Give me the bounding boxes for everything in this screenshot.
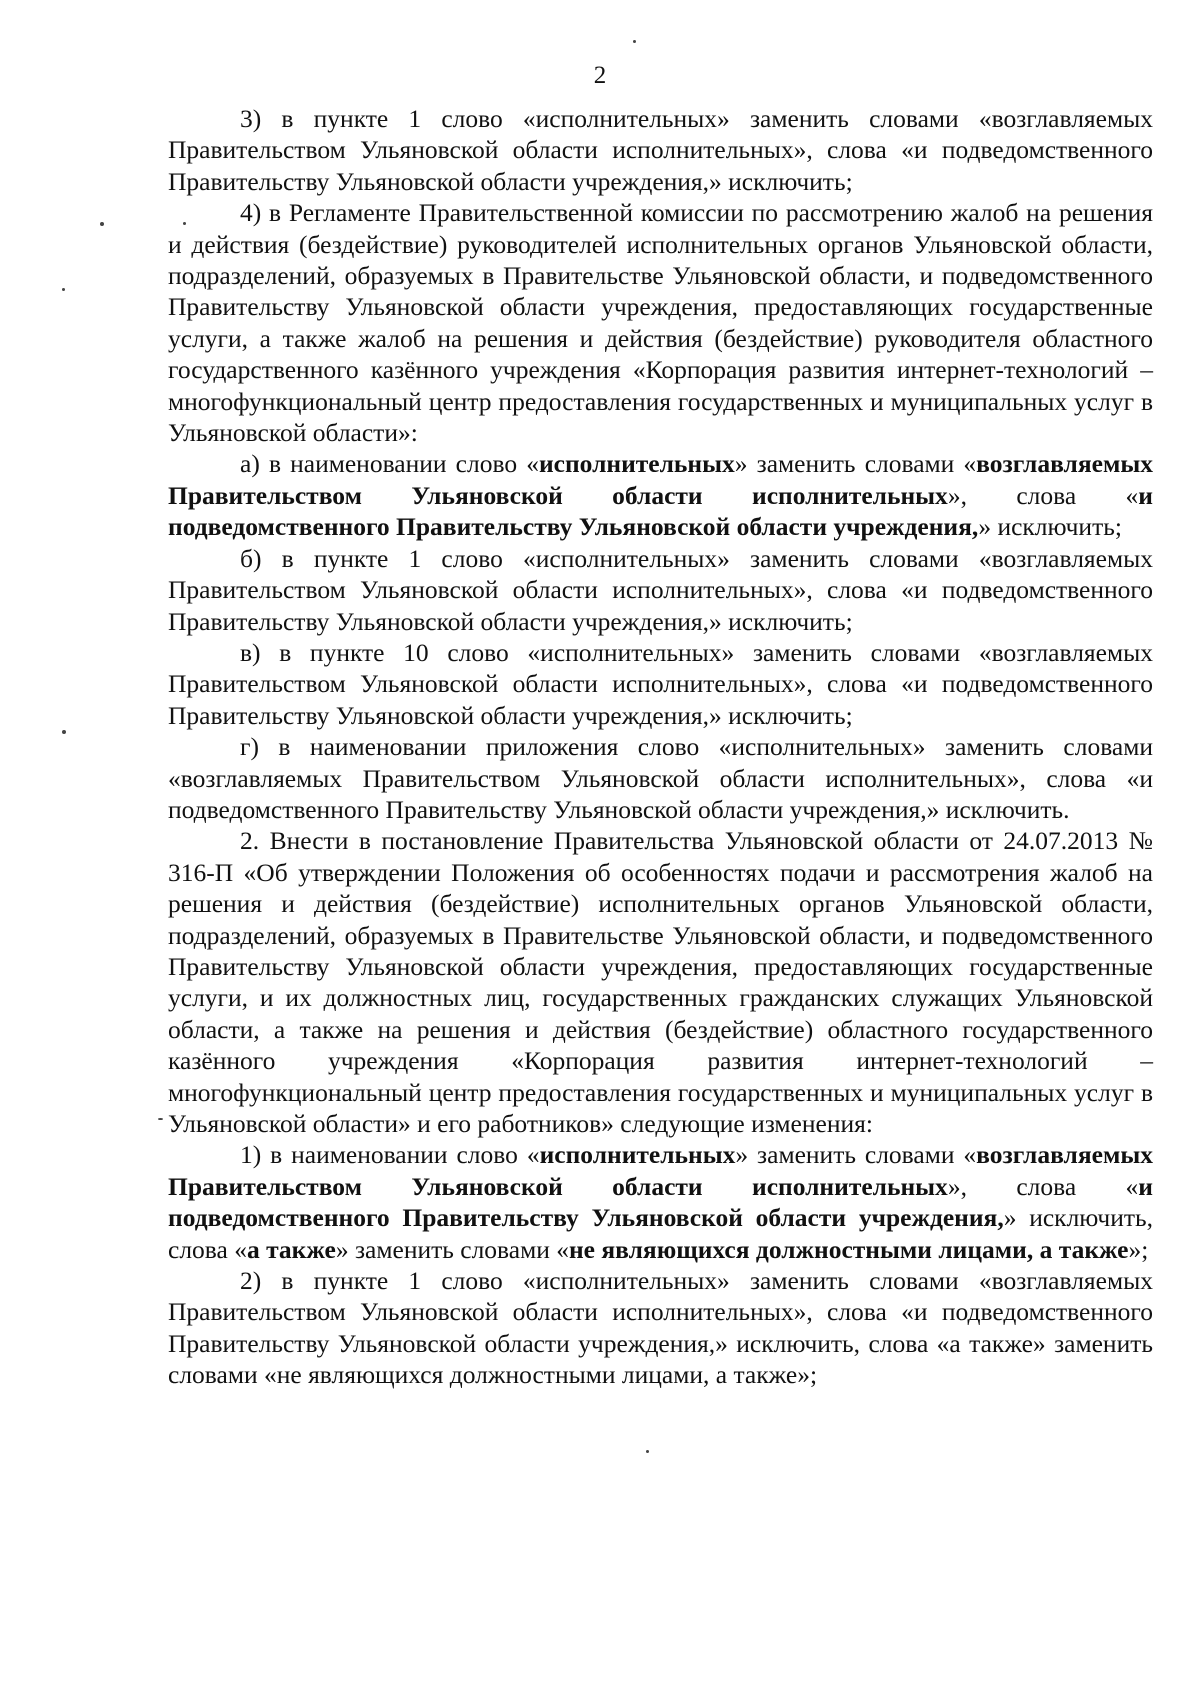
scan-speck (633, 40, 636, 43)
document-body (168, 103, 1153, 1391)
page-number: 2 (593, 62, 607, 89)
scan-speck (183, 222, 186, 225)
paragraph-section-2-item-2 (168, 1265, 1153, 1391)
scan-speck (62, 730, 66, 734)
text-run: » заменить словами « (735, 1140, 977, 1170)
text-run: а) в наименовании слово « (240, 449, 539, 479)
paragraph-item-3 (168, 103, 1153, 197)
text-run: г) в наименовании приложения слово «исполнительных» заменить словами «возглавляемых Правительством Ульяновской области исполнительных», слова «и подведомственного Правительству Ульяновской области учреждения,» исключить. (168, 732, 1153, 824)
text-run: 2) в пункте 1 слово «исполнительных» заменить словами «возглавляемых Правительством Ульяновской области исполнительных», слова «и подведомственного Правительству Ульяновской области учреждения,» исключить, слова «а также» заменить словами «не являющихся должностными лицами, а также»; (168, 1266, 1153, 1390)
text-run: 3) в пункте 1 слово «исполнительных» заменить словами «возглавляемых Правительством Ульяновской области исполнительных», слова «и подведомственного Правительству Ульяновской области учреждения,» исключить; (168, 104, 1153, 196)
text-run: », слова « (947, 1171, 1139, 1201)
bold-text-run: а также (246, 1234, 336, 1264)
bold-text-run: не являющихся должностными лицами, а также (568, 1234, 1129, 1264)
text-run: 1) в наименовании слово « (240, 1140, 540, 1170)
scan-speck (646, 1450, 649, 1453)
paragraph-item-4 (168, 197, 1153, 448)
scan-speck (100, 222, 104, 226)
text-run: » заменить словами « (335, 1234, 569, 1264)
paragraph-section-2 (168, 825, 1153, 1139)
text-run: » исключить; (978, 512, 1122, 542)
bold-text-run: возглавляемых Правительством Ульяновской области исполнительных (168, 1140, 1153, 1201)
text-run: » исключить, слова « (168, 1203, 1153, 1264)
paragraph-subitem-v (168, 637, 1153, 731)
paragraph-section-2-item-1 (168, 1139, 1153, 1265)
bold-text-run: возглавляемых Правительством Ульяновской области исполнительных (168, 449, 1153, 510)
text-run: б) в пункте 1 слово «исполнительных» заменить словами «возглавляемых Правительством Ульяновской области исполнительных», слова «и подведомственного Правительству Ульяновской области учреждения,» исключить; (168, 543, 1153, 636)
paragraph-subitem-g (168, 731, 1153, 825)
paragraph-subitem-b (168, 543, 1153, 637)
text-run: » заменить словами « (734, 449, 977, 479)
scan-speck (158, 1118, 163, 1120)
bold-text-run: и подведомственного Правительству Ульяновской области учреждения, (168, 480, 1153, 542)
text-run: в) в пункте 10 слово «исполнительных» заменить словами «возглавляемых Правительством Ульяновской области исполнительных», слова «и подведомственного Правительству Ульяновской области учреждения,» исключить; (168, 637, 1153, 730)
text-run: », слова « (947, 480, 1139, 510)
bold-text-run: исполнительных (539, 1140, 736, 1170)
bold-text-run: и подведомственного Правительству Ульяновской области учреждения, (168, 1171, 1153, 1233)
text-run: 4) в Регламенте Правительственной комиссии по рассмотрению жалоб на решения и действия (бездействие) руководителей исполнительных органов Ульяновской области, подразделений, образуемых в Правительстве Ульяновской области, и подведомственного Правительству Ульяновской области учреждения, предоставляющих государственные услуги, а также жалоб на решения и действия (бездействие) руководителя областного государственного казённого учреждения «Корпорация развития интернет-технологий – многофункциональный центр предоставления государственных и муниципальных услуг в Ульяновской области»: (168, 198, 1153, 448)
scan-speck (62, 288, 65, 291)
text-run: 2. Внести в постановление Правительства Ульяновской области от 24.07.2013 № 316-П «Об утверждении Положения об особенностях подачи и рассмотрения жалоб на решения и действия (бездействие) исполнительных органов Ульяновской области, подразделений, образуемых в Правительстве Ульяновской области, и подведомственного Правительству Ульяновской области учреждения, предоставляющих государственные услуги, и их должностных лиц, государственных гражданских служащих Ульяновской области, а также на решения и действия (бездействие) областного государственного казённого учреждения «Корпорация развития интернет-технологий – многофункциональный центр предоставления государственных и муниципальных услуг в Ульяновской области» и его работников» следующие изменения: (168, 826, 1153, 1138)
text-run: »; (1128, 1234, 1149, 1264)
bold-text-run: исполнительных (538, 449, 735, 479)
paragraph-subitem-a (168, 448, 1153, 542)
